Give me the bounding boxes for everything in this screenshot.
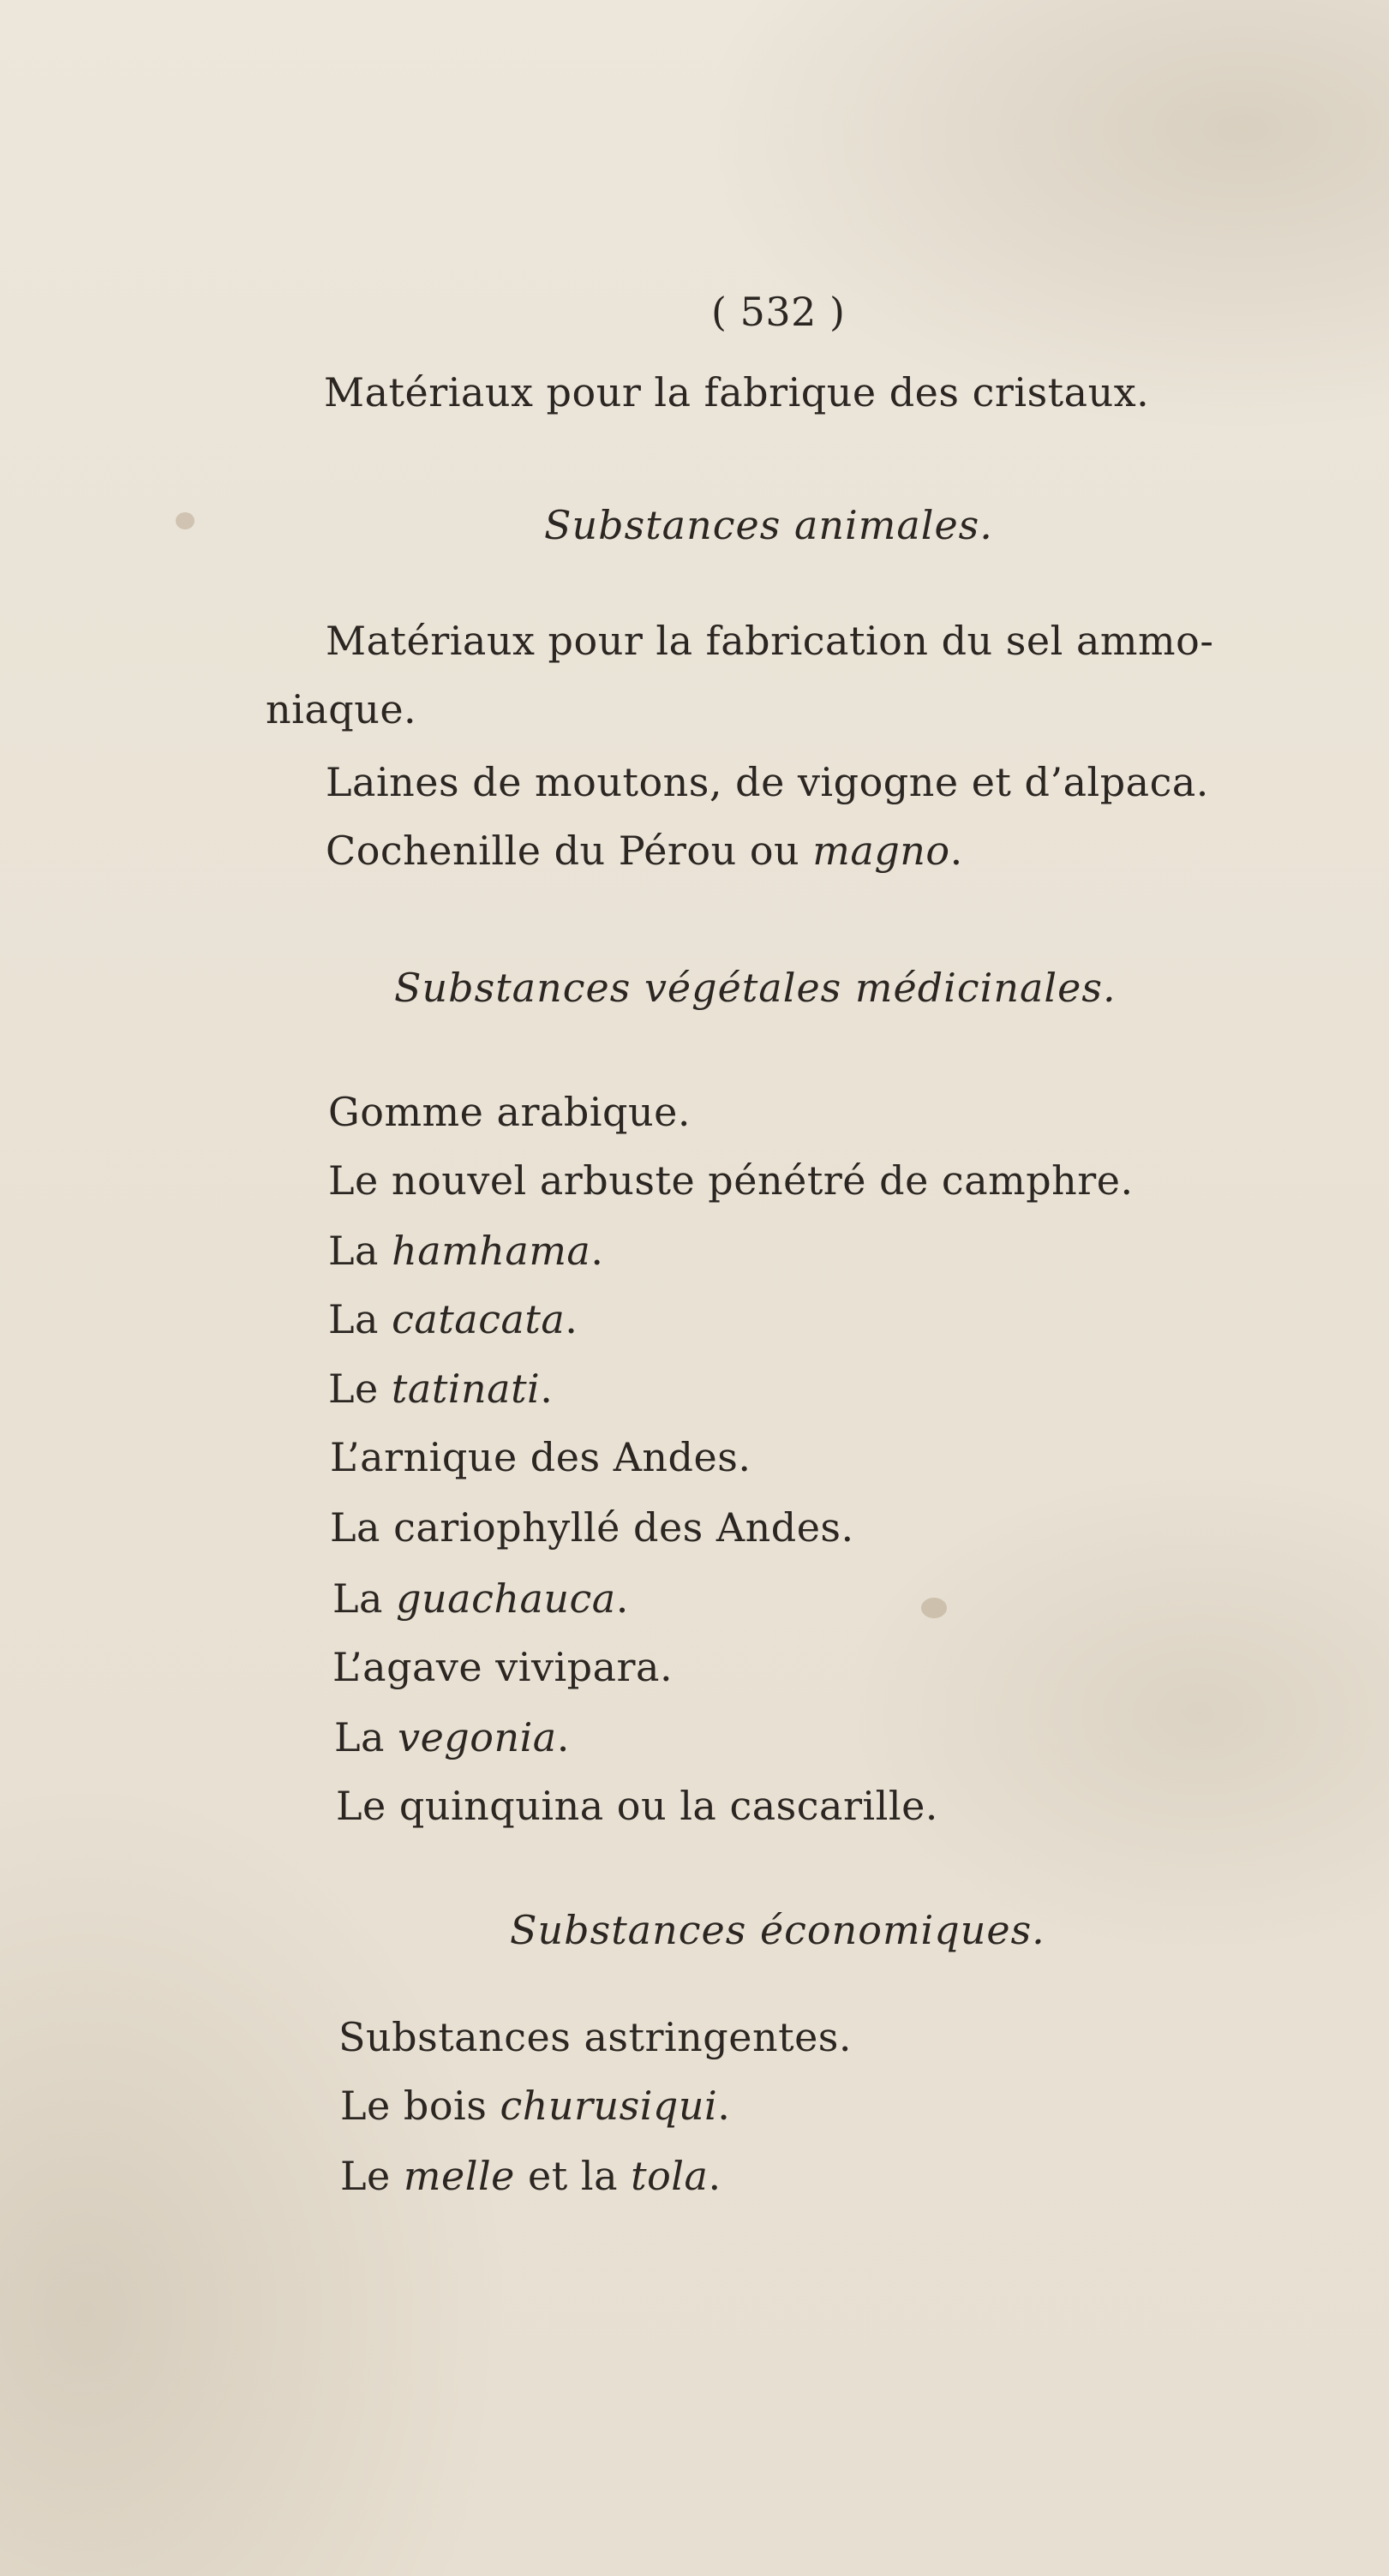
text-run: La — [328, 1228, 392, 1274]
text-line: L’agave vivipara. — [332, 1644, 674, 1690]
text-line — [334, 1713, 570, 1761]
text-line: L’arnique des Andes. — [330, 1434, 751, 1480]
section-heading: Substances économiques. — [510, 1907, 1045, 1953]
text-line: Matériaux pour la fabrication du sel ammo- — [326, 618, 1214, 664]
text-run: Cochenille du Pérou ou — [326, 828, 813, 874]
text-run: . — [708, 2153, 721, 2199]
text-line: Laines de moutons, de vigogne et d’alpaca. — [326, 759, 1209, 805]
text-run: . — [540, 1366, 554, 1412]
page-number: ( 532 ) — [711, 289, 846, 335]
italic-term: tatinati — [391, 1366, 541, 1412]
text-line: La cariophyllé des Andes. — [330, 1504, 854, 1551]
text-line: Le quinquina ou la cascarille. — [336, 1783, 938, 1829]
text-line — [328, 1295, 578, 1343]
text-run: et la — [514, 2153, 632, 2199]
text-run: . — [717, 2083, 731, 2129]
text-line — [326, 827, 963, 875]
text-run: La — [332, 1575, 397, 1622]
text-line — [328, 1227, 603, 1275]
italic-term: hamhama — [392, 1228, 591, 1274]
section-heading: Substances végétales médicinales. — [394, 965, 1117, 1011]
foxing-spot — [176, 512, 195, 529]
text-line: Substances astringentes. — [338, 2014, 853, 2060]
text-line: Gomme arabique. — [328, 1089, 691, 1135]
italic-term: melle — [403, 2153, 515, 2199]
text-run: . — [949, 828, 963, 874]
text-run: La — [328, 1296, 392, 1342]
section-heading: Substances animales. — [544, 502, 993, 548]
italic-term: magno — [812, 828, 950, 874]
text-line: Matériaux pour la fabrique des cristaux. — [324, 369, 1150, 415]
italic-term: churusiqui — [500, 2083, 718, 2129]
text-run: Le bois — [340, 2083, 500, 2129]
foxing-spot — [921, 1598, 947, 1618]
text-line — [332, 1575, 629, 1623]
text-run: Le — [340, 2153, 404, 2199]
italic-term: catacata — [392, 1296, 566, 1342]
text-line: niaque. — [266, 686, 417, 732]
text-line — [340, 2152, 721, 2200]
text-run: La — [334, 1714, 398, 1760]
italic-term: guachauca — [396, 1575, 616, 1622]
text-line: Le nouvel arbuste pénétré de camphre. — [328, 1157, 1134, 1204]
text-line — [340, 2082, 730, 2130]
italic-term: tola — [631, 2153, 709, 2199]
text-run: . — [615, 1575, 629, 1622]
italic-term: vegonia — [398, 1714, 557, 1760]
text-run: . — [556, 1714, 570, 1760]
text-run: . — [590, 1228, 604, 1274]
text-run: . — [565, 1296, 578, 1342]
text-run: Le — [328, 1366, 392, 1412]
text-line — [328, 1365, 553, 1413]
